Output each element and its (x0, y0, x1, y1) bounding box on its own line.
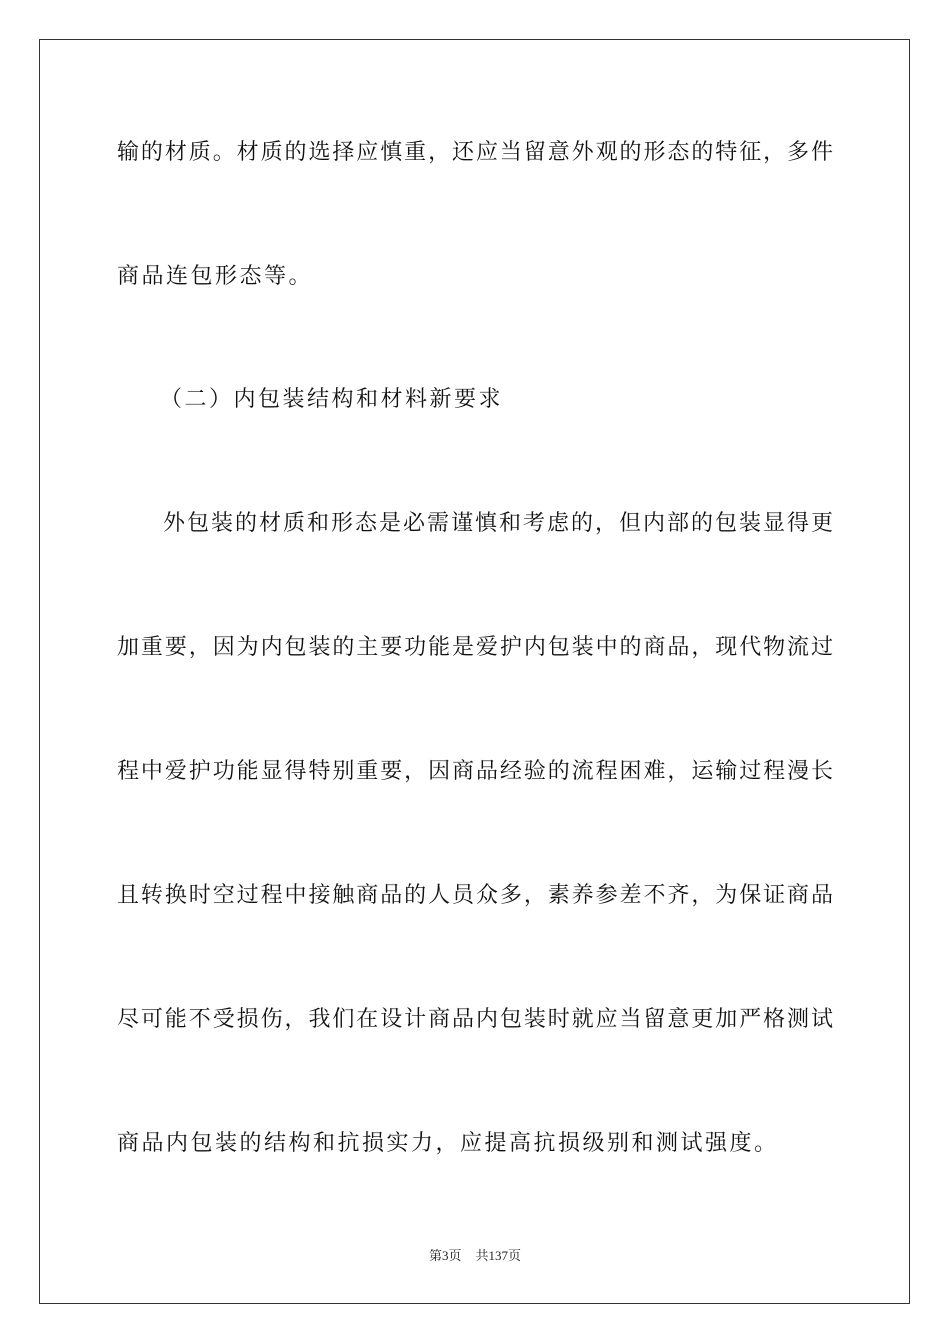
body-text-line: 商品连包形态等。 (117, 264, 314, 289)
body-text-line: 加重要，因为内包装的主要功能是爱护内包装中的商品，现代物流过 (117, 635, 833, 660)
page-number: 第3页 (428, 1248, 462, 1263)
page-border (39, 39, 910, 1304)
body-text-line: 且转换时空过程中接触商品的人员众多，素养参差不齐，为保证商品 (117, 883, 833, 908)
body-text-line: 程中爱护功能显得特别重要，因商品经验的流程困难，运输过程漫长 (117, 759, 833, 784)
body-text-line: 输的材质。材质的选择应慎重，还应当留意外观的形态的特征，多件 (117, 140, 833, 165)
body-text-line: 外包装的材质和形态是必需谨慎和考虑的，但内部的包装显得更 (163, 511, 833, 536)
section-heading: （二）内包装结构和材料新要求 (160, 387, 504, 412)
total-pages: 共137页 (475, 1248, 522, 1263)
body-text-line: 商品内包装的结构和抗损实力，应提高抗损级别和测试强度。 (117, 1131, 779, 1156)
page-footer (0, 1247, 950, 1265)
body-text-line: 尽可能不受损伤，我们在设计商品内包装时就应当留意更加严格测试 (117, 1007, 833, 1032)
